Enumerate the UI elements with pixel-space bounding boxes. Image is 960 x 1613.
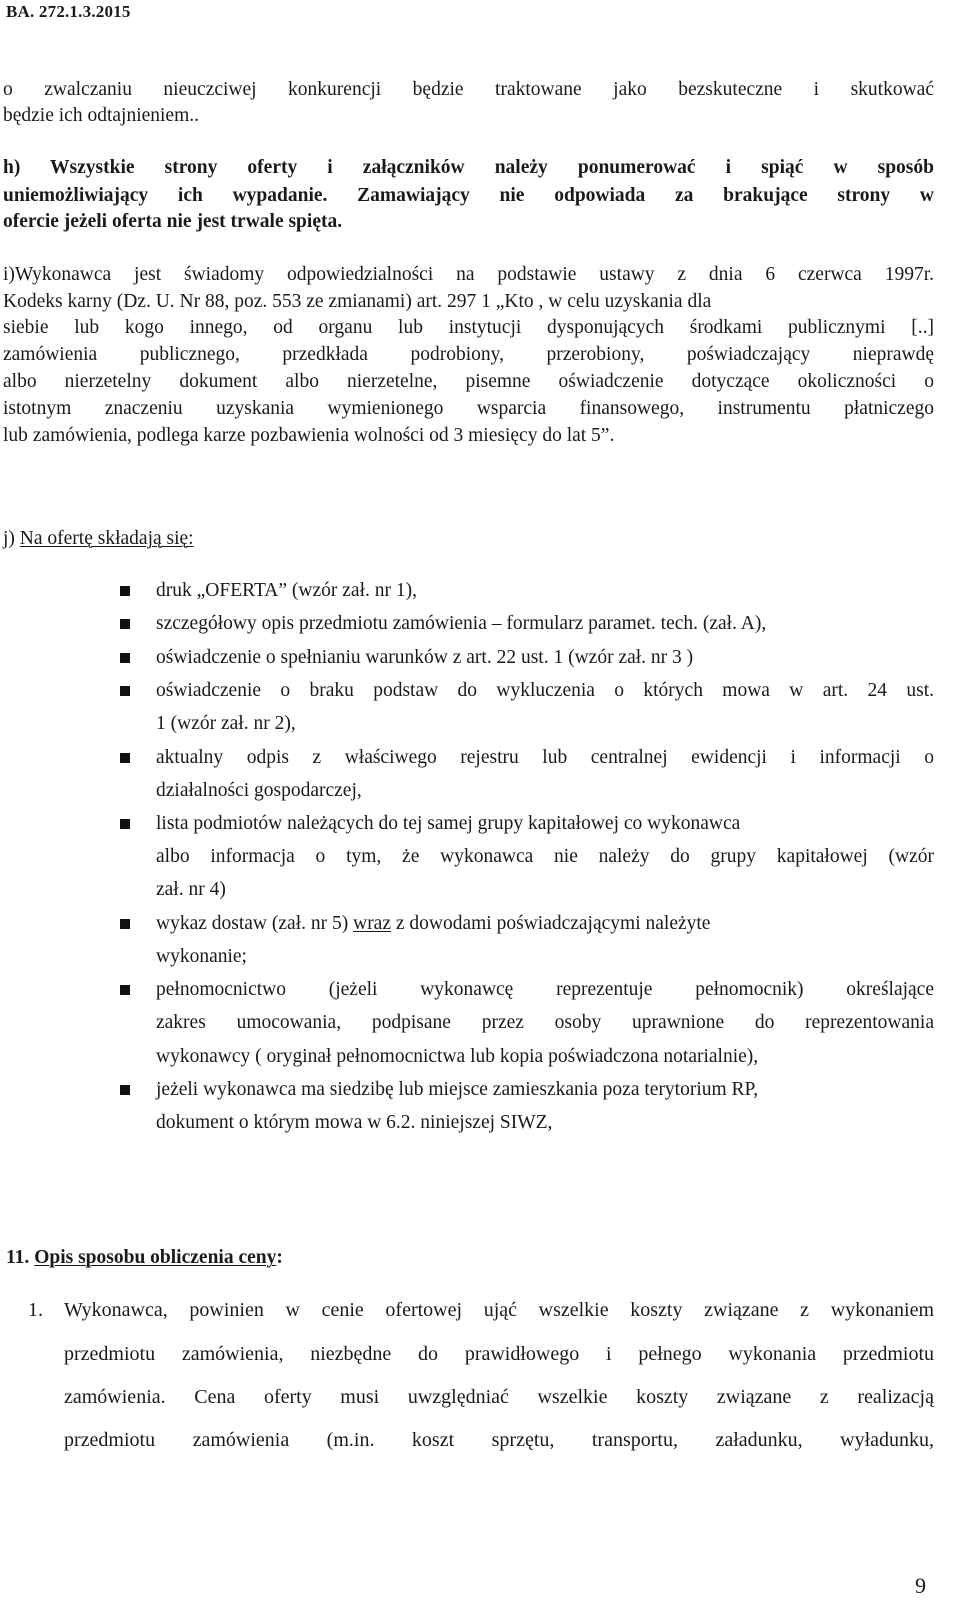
intro-line-1: o zwalczaniu nieuczciwej konkurencji będzie traktowane jako bezskuteczne i skutkować — [3, 79, 934, 100]
list-item — [156, 910, 710, 937]
section-11-number: 11. — [6, 1247, 30, 1268]
section-j-prefix: j) — [3, 528, 20, 549]
list-item-continuation: wykonawcy ( oryginał pełnomocnictwa lub kopia poświadczona notarialnie), — [156, 1046, 759, 1067]
intro-line-2: będzie ich odtajnieniem.. — [3, 105, 200, 126]
list-item-continuation: wykonanie; — [156, 946, 247, 967]
section-11-item-line-4: przedmiotu zamówienia (m.in. koszt sprzętu, transportu, załadunku, wyładunku, — [64, 1429, 934, 1451]
section-i-line-2: Kodeks karny (Dz. U. Nr 88, poz. 553 ze zmianami) art. 297 1 „Kto , w celu uzyskania dla — [3, 291, 712, 312]
document-reference: BA. 272.1.3.2015 — [6, 2, 131, 21]
section-i-line-4: zamówienia publicznego, przedkłada podrobiony, przerobiony, poświadczający nieprawdę — [3, 344, 934, 365]
section-11-item-line-3: zamówienia. Cena oferty musi uwzględniać wszelkie koszty związane z realizacją — [64, 1386, 934, 1408]
bullet-icon — [120, 919, 130, 929]
section-i-line-1: i)Wykonawca jest świadomy odpowiedzialności na podstawie ustawy z dnia 6 czerwca 1997r. — [3, 264, 934, 285]
list-item-text: z dowodami poświadczającymi należyte — [391, 913, 711, 934]
list-item: druk „OFERTA” (wzór zał. nr 1), — [156, 580, 417, 601]
list-item: lista podmiotów należących do tej samej grupy kapitałowej co wykonawca — [156, 813, 741, 834]
bullet-icon — [120, 653, 130, 663]
section-h-line-2: uniemożliwiający ich wypadanie. Zamawiający nie odpowiada za brakujące strony w — [3, 185, 934, 206]
section-i-line-6: istotnym znaczeniu uzyskania wymienionego wsparcia finansowego, instrumentu płatniczego — [3, 398, 934, 419]
bullet-icon — [120, 686, 130, 696]
section-i-line-7: lub zamówienia, podlega karze pozbawienia wolności od 3 miesięcy do lat 5”. — [3, 425, 615, 446]
list-item-text: wykaz dostaw (zał. nr 5) — [156, 913, 354, 934]
list-item-underlined-text: wraz — [353, 913, 391, 934]
section-j-heading-text: Na ofertę składają się: — [19, 528, 194, 549]
bullet-icon — [120, 819, 130, 829]
bullet-icon — [120, 1085, 130, 1095]
list-item: pełnomocnictwo (jeżeli wykonawcę reprezentuje pełnomocnik) określające — [156, 979, 934, 1000]
section-h-line-1: h) Wszystkie strony oferty i załączników należy ponumerować i spiąć w sposób — [3, 157, 934, 178]
bullet-icon — [120, 753, 130, 763]
page-number: 9 — [915, 1573, 926, 1598]
list-item-continuation: zał. nr 4) — [156, 879, 226, 900]
bullet-icon — [120, 586, 130, 596]
bullet-icon — [120, 619, 130, 629]
section-11-item-line-2: przedmiotu zamówienia, niezbędne do prawidłowego i pełnego wykonania przedmiotu — [64, 1343, 934, 1365]
section-11-item-line-1: Wykonawca, powinien w cenie ofertowej ująć wszelkie koszty związane z wykonaniem — [64, 1299, 934, 1321]
section-11-item-number: 1. — [28, 1299, 43, 1321]
bullet-icon — [120, 985, 130, 995]
section-j-heading — [3, 525, 194, 552]
list-item: szczegółowy opis przedmiotu zamówienia – formularz paramet. tech. (zał. A), — [156, 613, 767, 634]
list-item-continuation: 1 (wzór zał. nr 2), — [156, 713, 296, 734]
list-item: oświadczenie o braku podstaw do wykluczenia o których mowa w art. 24 ust. — [156, 680, 934, 701]
list-item: jeżeli wykonawca ma siedzibę lub miejsce zamieszkania poza terytorium RP, — [156, 1079, 759, 1100]
list-item-continuation: działalności gospodarczej, — [156, 780, 362, 801]
section-i-line-3: siebie lub kogo innego, od organu lub instytucji dysponujących środkami publicznymi [..] — [3, 317, 934, 338]
section-11-heading-text: Opis sposobu obliczenia ceny — [34, 1247, 277, 1268]
section-11-colon: : — [276, 1247, 283, 1268]
list-item: aktualny odpis z właściwego rejestru lub centralnej ewidencji i informacji o — [156, 747, 934, 768]
list-item-continuation: zakres umocowania, podpisane przez osoby uprawnione do reprezentowania — [156, 1012, 934, 1033]
section-i-line-5: albo nierzetelny dokument albo nierzetelne, pisemne oświadczenie dotyczące okoliczności o — [3, 371, 934, 392]
section-h-line-3: ofercie jeżeli oferta nie jest trwale spięta. — [3, 211, 343, 232]
list-item-continuation: albo informacja o tym, że wykonawca nie należy do grupy kapitałowej (wzór — [156, 846, 934, 867]
list-item: oświadczenie o spełnianiu warunków z art. 22 ust. 1 (wzór zał. nr 3 ) — [156, 647, 694, 668]
list-item-continuation: dokument o którym mowa w 6.2. niniejszej SIWZ, — [156, 1112, 553, 1133]
section-11-heading — [6, 1244, 283, 1271]
